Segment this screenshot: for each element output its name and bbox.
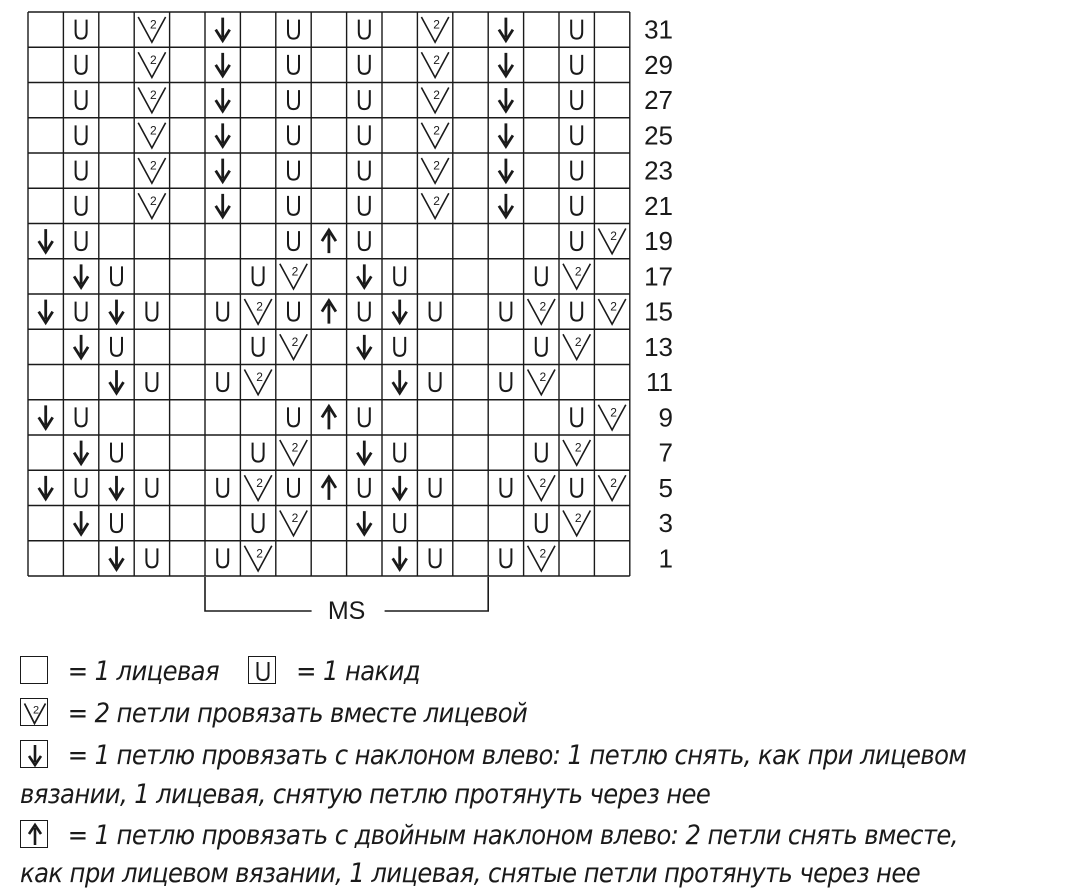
legend-sk2p-text-line1: = 1 петлю провязать с двойным наклоном влево: 2 петли снять вместе,: [67, 820, 958, 851]
yarn-over-icon: [111, 443, 122, 462]
svg-text:2: 2: [150, 123, 157, 138]
yarn-over-icon: [359, 231, 370, 250]
slip-knit-pass-icon: [499, 194, 513, 217]
slip-knit-pass-icon: [216, 88, 230, 111]
yarn-over-icon: [288, 478, 299, 497]
yarn-over-icon: [359, 90, 370, 109]
svg-text:2: 2: [256, 370, 263, 385]
legend-k2tog-symbol: [20, 698, 48, 726]
yarn-over-icon: [571, 478, 582, 497]
svg-text:2: 2: [150, 193, 157, 208]
svg-text:2: 2: [150, 158, 157, 173]
yarn-over-icon: [76, 20, 87, 39]
yarn-over-icon: [76, 196, 87, 215]
k2tog-icon: [598, 405, 625, 430]
svg-text:2: 2: [539, 299, 547, 314]
svg-text:2: 2: [150, 88, 157, 103]
row-number-label: 13: [644, 331, 673, 362]
slip-knit-pass-icon: [393, 300, 407, 323]
k2tog-icon: [138, 158, 165, 183]
yarn-over-icon: [359, 478, 370, 497]
slip-knit-pass-icon: [393, 546, 407, 569]
svg-text:2: 2: [32, 704, 40, 716]
row-number-label: 19: [644, 226, 673, 257]
legend-yarn-over-symbol: [248, 656, 276, 684]
yarn-over-icon: [146, 478, 157, 497]
slip-knit-pass-icon: [393, 370, 407, 393]
legend-row-sk2p: [20, 822, 958, 851]
slip-knit-pass-icon: [110, 476, 124, 499]
yarn-over-icon: [76, 90, 87, 109]
double-slip-knit-pass-icon: [322, 477, 336, 500]
row-number-label: 15: [644, 296, 673, 327]
yarn-over-icon: [571, 196, 582, 215]
slip-knit-pass-icon: [110, 546, 124, 569]
yarn-over-icon: [394, 337, 405, 356]
slip-knit-pass-icon: [499, 159, 513, 182]
k2tog-icon: [598, 299, 625, 324]
k2tog-icon: [421, 17, 448, 42]
k2tog-icon: [138, 123, 165, 148]
yarn-over-icon: [500, 478, 511, 497]
yarn-over-icon: [288, 161, 299, 180]
k2tog-icon: [528, 475, 555, 500]
slip-knit-pass-icon: [110, 370, 124, 393]
legend-row-knit-yarnover: [20, 658, 420, 687]
yarn-over-icon: [571, 90, 582, 109]
slip-knit-pass-icon: [357, 441, 371, 464]
yarn-over-icon: [430, 478, 441, 497]
yarn-over-icon: [536, 443, 547, 462]
k2tog-icon: [244, 370, 271, 395]
legend-row-skp: [20, 742, 966, 771]
slip-knit-pass-icon: [74, 511, 88, 534]
legend-k2tog-text: = 2 петли провязать вместе лицевой: [67, 698, 528, 729]
slip-knit-pass-icon: [39, 476, 53, 499]
yarn-over-icon: [359, 125, 370, 144]
yarn-over-icon: [359, 407, 370, 426]
slip-knit-pass-icon: [393, 476, 407, 499]
slip-knit-pass-icon: [39, 300, 53, 323]
svg-text:2: 2: [610, 299, 617, 314]
double-slip-knit-pass-icon: [322, 230, 336, 253]
slip-knit-pass-icon: [499, 53, 513, 76]
yarn-over-icon: [253, 337, 264, 356]
svg-text:2: 2: [539, 546, 547, 561]
k2tog-icon: [244, 475, 271, 500]
svg-text:2: 2: [574, 334, 582, 349]
k2tog-icon: [421, 193, 448, 218]
yarn-over-icon: [500, 372, 511, 391]
slip-knit-pass-icon: [499, 88, 513, 111]
svg-text:2: 2: [433, 17, 440, 32]
k2tog-icon: [563, 334, 590, 359]
slip-knit-pass-icon: [39, 405, 53, 428]
yarn-over-icon: [359, 55, 370, 74]
slip-knit-pass-icon: [499, 123, 513, 146]
yarn-over-icon: [217, 548, 228, 567]
k2tog-icon: [598, 229, 625, 254]
yarn-over-icon: [76, 231, 87, 250]
slip-knit-pass-icon: [74, 335, 88, 358]
svg-text:2: 2: [291, 264, 299, 279]
row-number-label: 7: [658, 437, 673, 468]
yarn-over-icon: [359, 196, 370, 215]
k2tog-icon: [421, 123, 448, 148]
slip-knit-pass-icon: [216, 18, 230, 41]
yarn-over-icon: [571, 231, 582, 250]
yarn-over-icon: [288, 231, 299, 250]
yarn-over-icon: [146, 302, 157, 321]
slip-knit-pass-icon: [216, 123, 230, 146]
k2tog-icon: [138, 52, 165, 77]
slip-knit-pass-icon: [21, 741, 49, 769]
ms-label: MS: [327, 597, 366, 625]
k2tog-icon: [528, 546, 555, 571]
svg-text:2: 2: [433, 158, 440, 173]
yarn-over-icon: [288, 55, 299, 74]
yarn-over-icon: [536, 513, 547, 532]
row-number-label: 27: [644, 85, 673, 116]
yarn-over-icon: [288, 125, 299, 144]
yarn-over-icon: [76, 302, 87, 321]
yarn-over-icon: [288, 20, 299, 39]
k2tog-icon: [138, 193, 165, 218]
k2tog-icon: [280, 334, 307, 359]
k2tog-icon: [244, 546, 271, 571]
legend-sk2p-text-line2-text: как при лицевом вязании, 1 лицевая, снятые петли протянуть через нее: [20, 858, 921, 889]
svg-text:2: 2: [610, 405, 617, 420]
slip-knit-pass-icon: [357, 264, 371, 287]
yarn-over-icon: [394, 266, 405, 285]
k2tog-icon: [563, 264, 590, 289]
yarn-over-icon: [253, 266, 264, 285]
yarn-over-icon: [359, 161, 370, 180]
svg-text:2: 2: [574, 264, 582, 279]
yarn-over-icon: [217, 372, 228, 391]
yarn-over-icon: [76, 125, 87, 144]
k2tog-icon: [244, 299, 271, 324]
yarn-over-icon: [288, 196, 299, 215]
row-number-label: 21: [644, 190, 673, 221]
yarn-over-icon: [288, 90, 299, 109]
k2tog-icon: [138, 88, 165, 113]
double-slip-knit-pass-icon: [322, 406, 336, 429]
legend-skp-text-line2-text: вязании, 1 лицевая, снятую петлю протянуть через нее: [20, 779, 711, 810]
row-number-label: 1: [658, 543, 673, 574]
yarn-over-icon: [76, 478, 87, 497]
yarn-over-icon: [76, 161, 87, 180]
k2tog-icon: [563, 440, 590, 465]
k2tog-icon: [528, 370, 555, 395]
legend-row-k2tog: [20, 700, 527, 729]
slip-knit-pass-icon: [216, 53, 230, 76]
svg-text:2: 2: [256, 299, 263, 314]
yarn-over-icon: [111, 266, 122, 285]
k2tog-icon: [421, 158, 448, 183]
k2tog-icon: [138, 17, 165, 42]
yarn-over-icon: [111, 337, 122, 356]
yarn-over-icon: [500, 548, 511, 567]
legend-knit-symbol: [20, 656, 48, 684]
double-slip-knit-pass-icon: [21, 821, 49, 849]
row-number-label: 23: [644, 155, 673, 186]
yarn-over-icon: [500, 302, 511, 321]
legend-yarn-over-text: = 1 накид: [296, 656, 420, 687]
yarn-over-icon: [249, 657, 277, 685]
yarn-over-icon: [146, 372, 157, 391]
k2tog-icon: [421, 88, 448, 113]
k2tog-icon: [280, 264, 307, 289]
legend-skp-symbol: [20, 740, 48, 768]
yarn-over-icon: [571, 161, 582, 180]
slip-knit-pass-icon: [74, 264, 88, 287]
svg-text:2: 2: [574, 440, 582, 455]
legend-skp-text-line2: [20, 781, 710, 808]
yarn-over-icon: [571, 55, 582, 74]
yarn-over-icon: [430, 372, 441, 391]
row-number-label: 3: [658, 508, 673, 539]
k2tog-icon: [421, 52, 448, 77]
slip-knit-pass-icon: [216, 194, 230, 217]
yarn-over-icon: [394, 513, 405, 532]
legend-skp-text-line1: = 1 петлю провязать с наклоном влево: 1 петлю снять, как при лицевом: [67, 740, 967, 771]
yarn-over-icon: [571, 125, 582, 144]
svg-text:2: 2: [256, 546, 263, 561]
row-number-label: 29: [644, 49, 673, 80]
slip-knit-pass-icon: [74, 441, 88, 464]
svg-text:2: 2: [433, 88, 440, 103]
svg-text:2: 2: [610, 475, 617, 490]
slip-knit-pass-icon: [216, 159, 230, 182]
yarn-over-icon: [359, 20, 370, 39]
k2tog-icon: [563, 511, 590, 536]
k2tog-icon: [280, 511, 307, 536]
svg-text:2: 2: [150, 52, 157, 67]
row-number-label: 11: [646, 367, 673, 398]
yarn-over-icon: [536, 266, 547, 285]
svg-text:2: 2: [291, 334, 299, 349]
yarn-over-icon: [571, 407, 582, 426]
yarn-over-icon: [394, 443, 405, 462]
k2tog-icon: [598, 475, 625, 500]
svg-text:2: 2: [539, 370, 547, 385]
yarn-over-icon: [430, 548, 441, 567]
svg-text:2: 2: [610, 229, 617, 244]
legend-sk2p-text-line2: [20, 860, 920, 887]
slip-knit-pass-icon: [110, 300, 124, 323]
svg-text:2: 2: [433, 123, 440, 138]
svg-text:2: 2: [256, 475, 263, 490]
svg-text:2: 2: [574, 511, 582, 526]
svg-text:2: 2: [433, 52, 440, 67]
double-slip-knit-pass-icon: [322, 301, 336, 324]
k2tog-icon: [21, 699, 49, 727]
yarn-over-icon: [253, 443, 264, 462]
k2tog-icon: [280, 440, 307, 465]
yarn-over-icon: [571, 302, 582, 321]
svg-text:2: 2: [433, 193, 440, 208]
legend-sk2p-symbol: [20, 820, 48, 848]
slip-knit-pass-icon: [357, 335, 371, 358]
yarn-over-icon: [217, 478, 228, 497]
yarn-over-icon: [288, 302, 299, 321]
slip-knit-pass-icon: [39, 229, 53, 252]
yarn-over-icon: [430, 302, 441, 321]
yarn-over-icon: [111, 513, 122, 532]
slip-knit-pass-icon: [499, 18, 513, 41]
svg-text:2: 2: [539, 475, 547, 490]
yarn-over-icon: [76, 55, 87, 74]
row-number-label: 5: [658, 472, 673, 503]
yarn-over-icon: [571, 20, 582, 39]
svg-text:2: 2: [291, 440, 299, 455]
row-number-label: 17: [644, 261, 673, 292]
yarn-over-icon: [359, 302, 370, 321]
row-number-label: 9: [658, 402, 673, 433]
yarn-over-icon: [146, 548, 157, 567]
yarn-over-icon: [76, 407, 87, 426]
row-number-label: 25: [644, 120, 673, 151]
yarn-over-icon: [253, 513, 264, 532]
slip-knit-pass-icon: [357, 511, 371, 534]
svg-text:2: 2: [291, 511, 299, 526]
yarn-over-icon: [288, 407, 299, 426]
yarn-over-icon: [536, 337, 547, 356]
row-number-label: 31: [644, 14, 673, 45]
k2tog-icon: [528, 299, 555, 324]
legend-knit-text: = 1 лицевая: [67, 656, 219, 687]
svg-text:2: 2: [150, 17, 157, 32]
yarn-over-icon: [217, 302, 228, 321]
